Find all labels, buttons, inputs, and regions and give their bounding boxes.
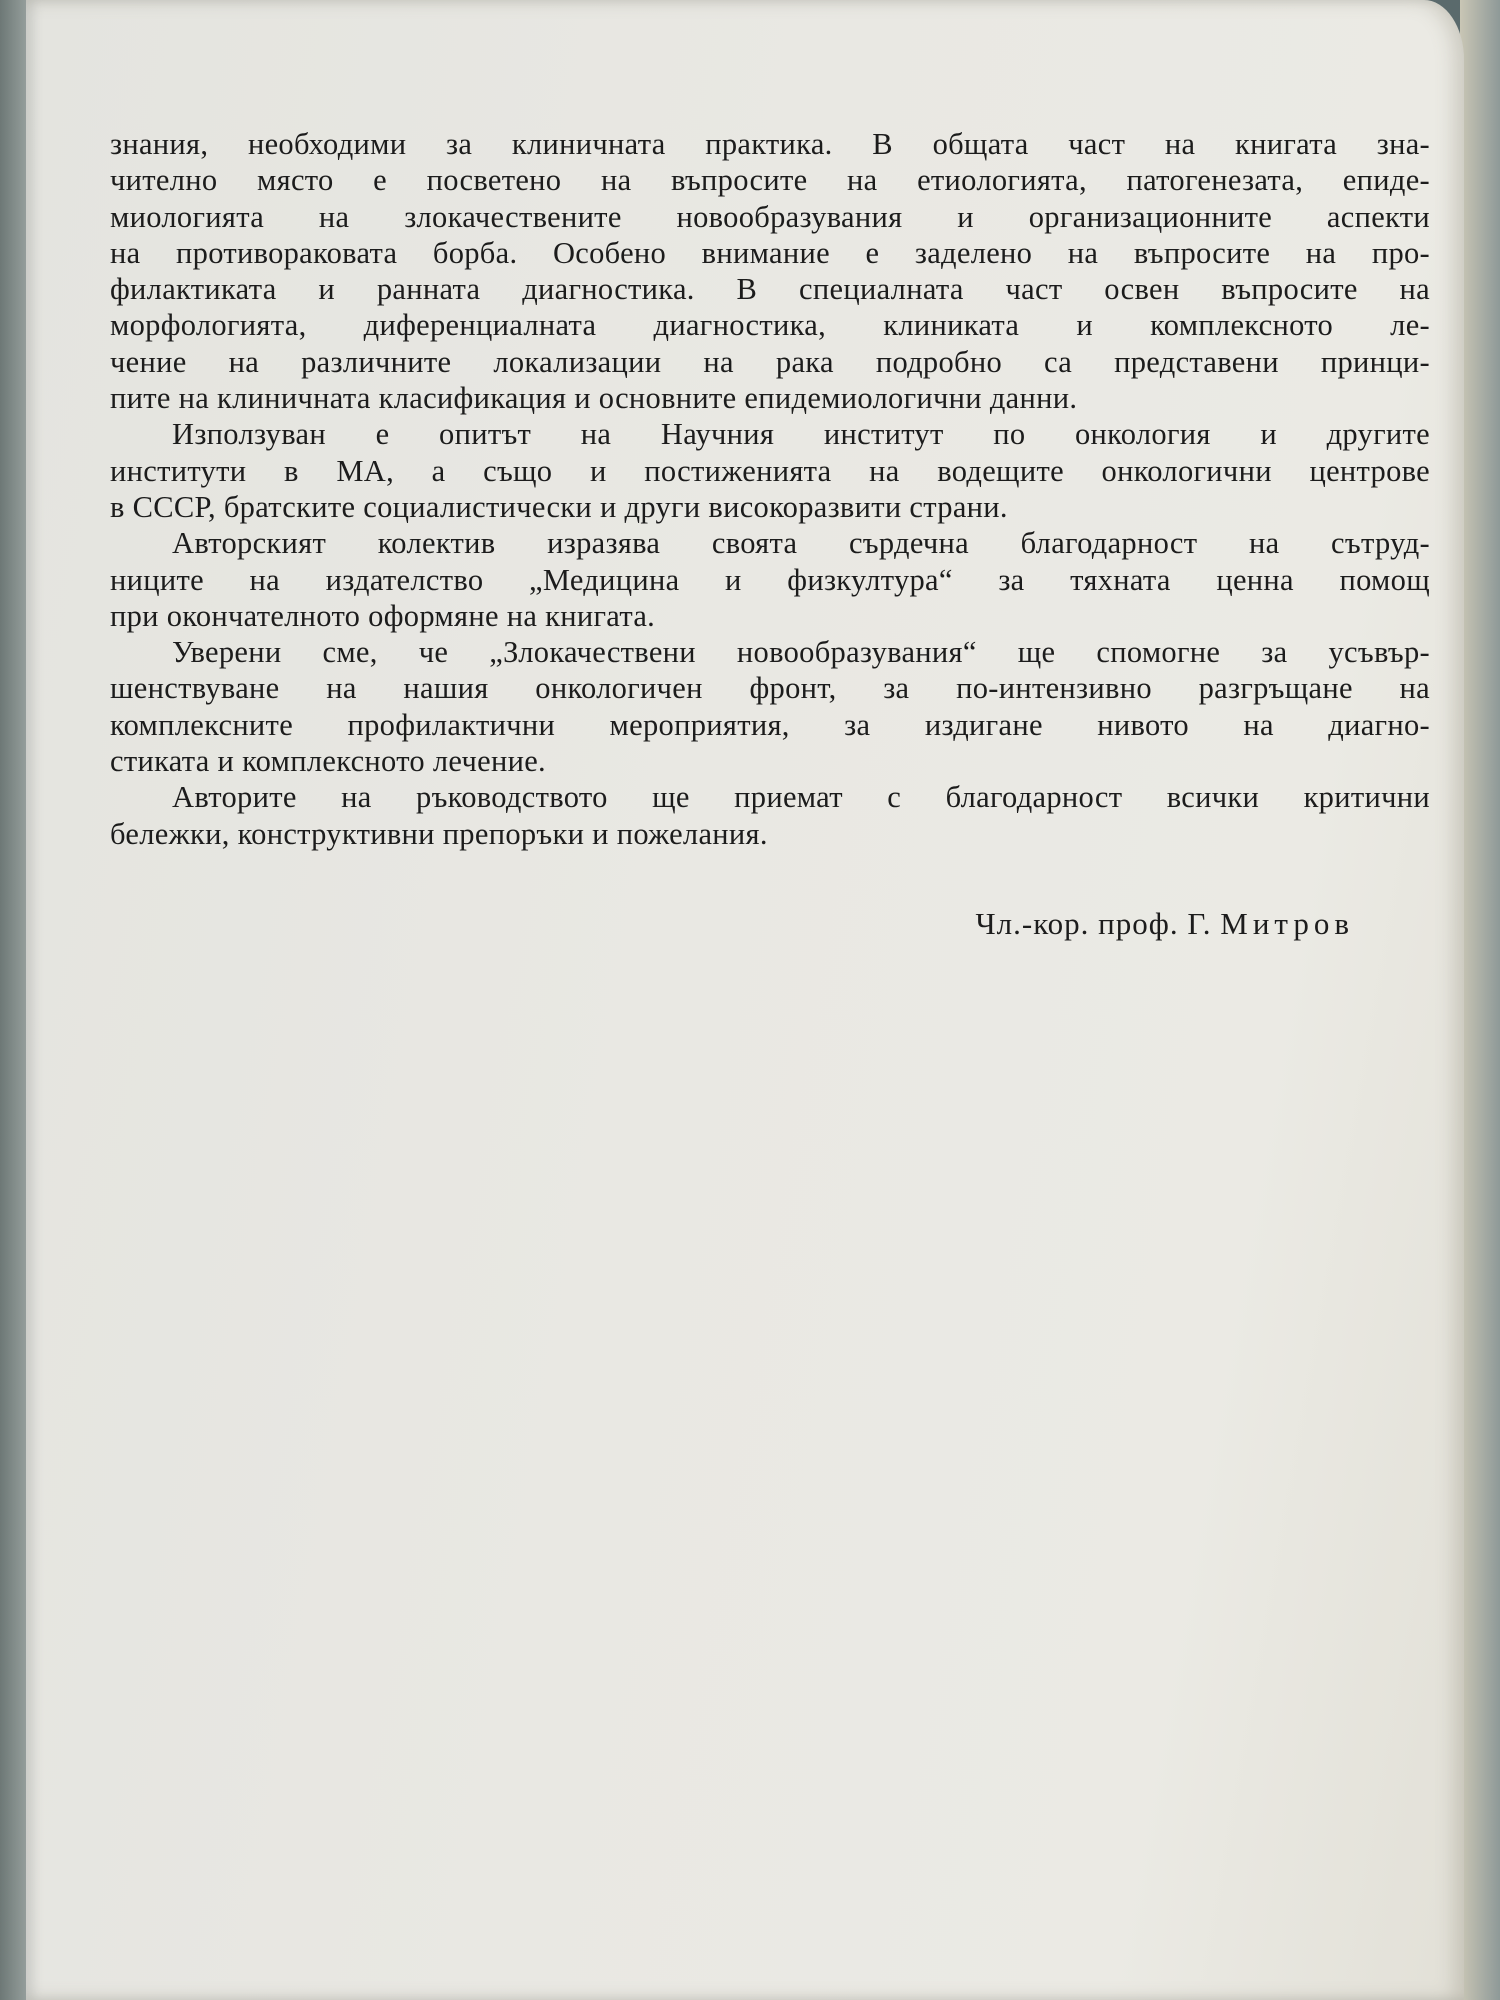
text-line: ниците на издателство „Медицина и физкултура“ за тяхната ценна помощ — [110, 562, 1430, 597]
paragraph-1 — [110, 126, 1430, 416]
text-line: морфологията, диференциалната диагностика, клиниката и комплексното ле- — [110, 308, 1430, 343]
paragraph-3 — [110, 525, 1430, 634]
paragraph-2 — [110, 416, 1430, 525]
preface-text — [110, 126, 1430, 852]
author-name: Митров — [1220, 906, 1354, 941]
text-line: пите на клиничната класификация и основните епидемиологични данни. — [110, 381, 1078, 416]
text-line: чение на различните локализации на рака подробно са представени принци- — [110, 344, 1430, 379]
text-line: при окончателното оформяне на книгата. — [110, 598, 656, 633]
text-line: комплексните профилактични мероприятия, за издигане нивото на диагно- — [110, 707, 1430, 742]
text-line: филактиката и ранната диагностика. В специалната част освен въпросите на — [110, 272, 1430, 307]
text-line: Авторският колектив изразява своята сърдечна благодарност на сътруд- — [172, 526, 1430, 561]
book-page — [26, 0, 1464, 2000]
text-line: чително място е посветено на въпросите на етиологията, патогенезата, епиде- — [110, 163, 1430, 198]
text-line: шенствуване на нашия онкологичен фронт, за по-интензивно разгръщане на — [110, 671, 1430, 706]
paragraph-4 — [110, 634, 1430, 779]
text-line: миологията на злокачествените новообразувания и организационните аспекти — [110, 199, 1430, 234]
text-line: в СССР, братските социалистически и други високоразвити страни. — [110, 489, 1008, 524]
text-line: знания, необходими за клиничната практика. В общата част на книгата зна- — [110, 127, 1430, 161]
text-line: институти в МА, а също и постиженията на водещите онкологични центрове — [110, 453, 1430, 488]
paragraph-5 — [110, 779, 1430, 852]
text-line: Използуван е опитът на Научния институт по онкология и другите — [172, 417, 1430, 452]
text-line: бележки, конструктивни препоръки и пожелания. — [110, 816, 768, 851]
text-line: стиката и комплексното лечение. — [110, 744, 546, 779]
text-line: Авторите на ръководството ще приемат с благодарност всички критични — [172, 780, 1430, 815]
book-edge-right — [1460, 0, 1500, 2000]
text-line: Уверени сме, че „Злокачествени новообразувания“ ще спомогне за усъвър- — [172, 635, 1430, 670]
text-line: на противораковата борба. Особено внимание е заделено на въпросите на про- — [110, 235, 1430, 270]
author-signature — [976, 906, 1355, 942]
author-title: Чл.-кор. проф. Г. — [975, 906, 1212, 941]
